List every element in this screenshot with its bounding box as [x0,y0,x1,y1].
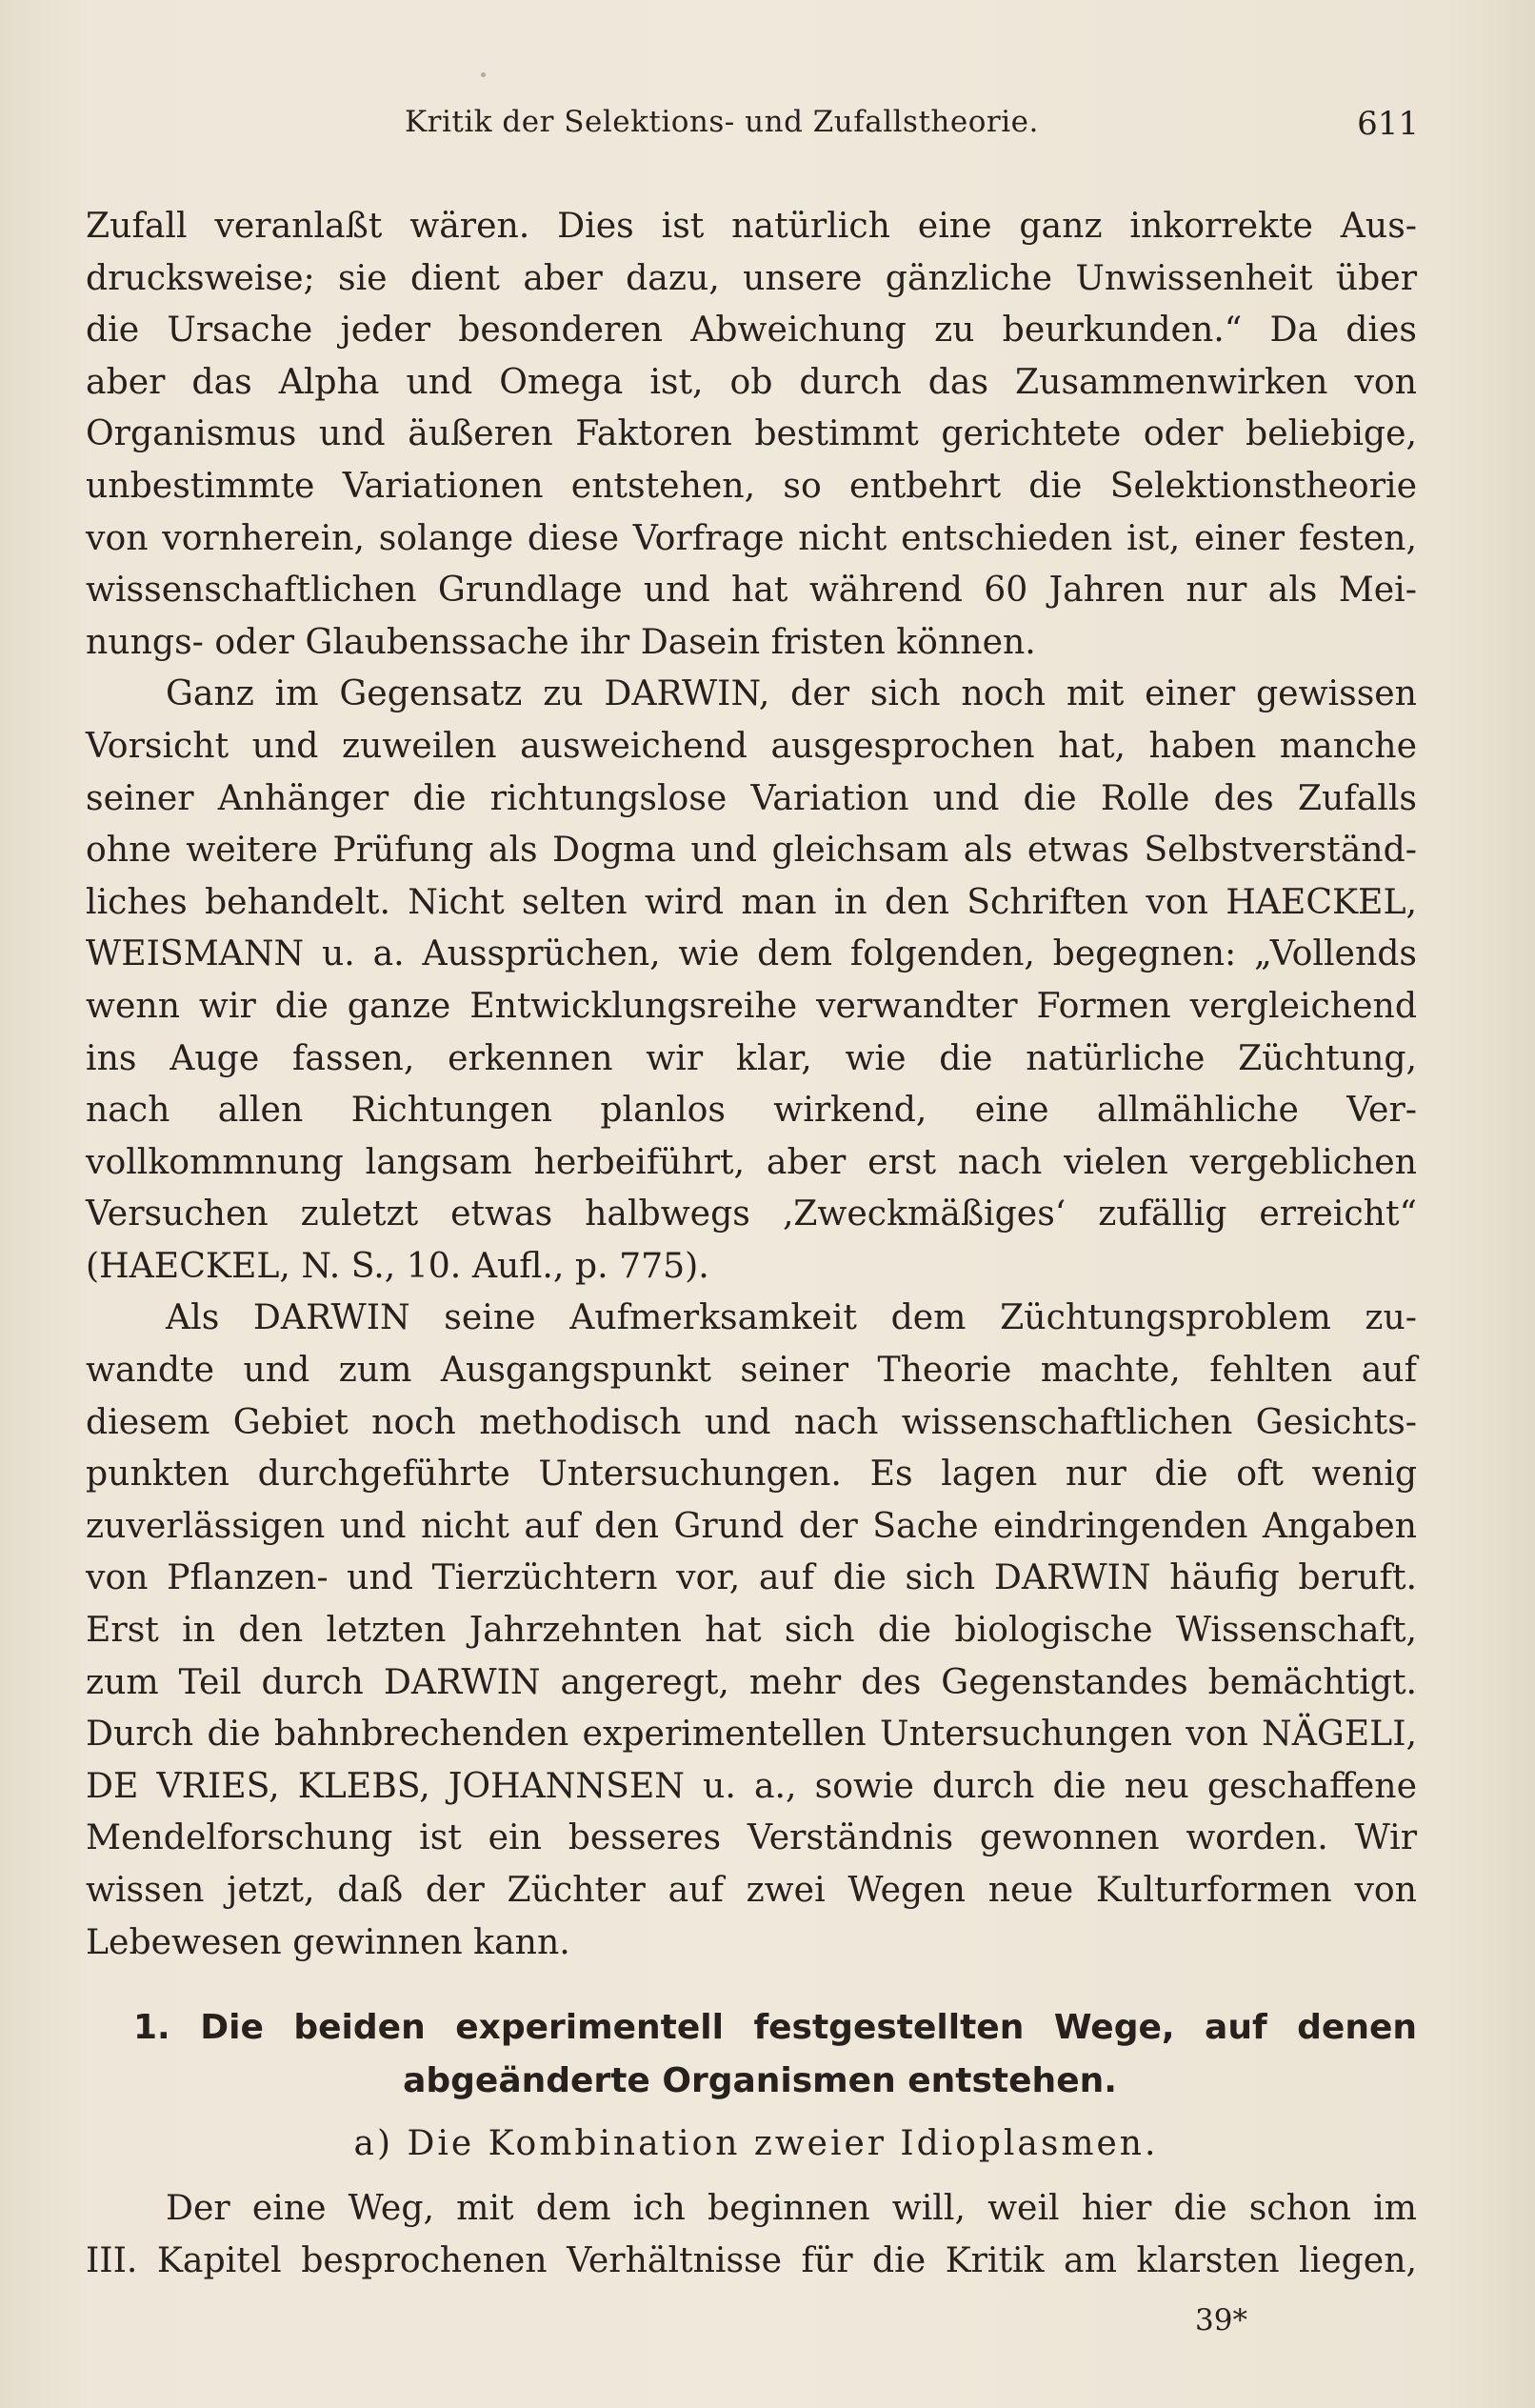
text-line: aber das Alpha und Omega ist, ob durch das Zusammenwirken von [86,360,1417,402]
text-line: ohne weitere Prüfung als Dogma und gleichsam als etwas Selbstverständ- [86,829,1417,871]
running-title: Kritik der Selektions- und Zufallstheorie. [405,105,1039,139]
section-text [86,2181,1417,2285]
body-text [86,200,1417,1968]
text-line: Erst in den letzten Jahrzehnten hat sich die biologische Wissenschaft, [86,1609,1417,1651]
text-line: Organismus und äußeren Faktoren bestimmt gerichtete oder beliebige, [86,412,1417,454]
text-line: zum Teil durch DARWIN angeregt, mehr des Gegenstandes bemächtigt. [86,1660,1417,1702]
paper-speck [481,72,486,77]
text-line: von Pflanzen- und Tierzüchtern vor, auf die sich DARWIN häufig beruft. [86,1556,1417,1598]
text-line: Lebewesen gewinnen kann. [86,1920,570,1962]
text-line: seiner Anhänger die richtungslose Variation und die Rolle des Zufalls [86,776,1417,818]
text-line: (HAECKEL, N. S., 10. Aufl., p. 775). [86,1244,709,1286]
text-line: Versuchen zuletzt etwas halbwegs ‚Zweckmäßiges‘ zufällig erreicht“ [86,1193,1417,1234]
section-heading-line-1: 1. Die beiden experimentell festgestellten Wege, auf denen [133,2008,1417,2047]
text-line: die Ursache jeder besonderen Abweichung zu beurkunden.“ Da dies [86,309,1417,351]
section-heading-line-2: abgeänderte Organismen entstehen. [403,2061,1117,2100]
text-line: Durch die bahnbrechenden experimentellen Untersuchungen von NÄGELI, [86,1713,1417,1755]
text-line: Als DARWIN seine Aufmerksamkeit dem Züchtungsproblem zu- [166,1296,1417,1338]
text-line: WEISMANN u. a. Aussprüchen, wie dem folgenden, begegnen: „Vollends [86,933,1417,974]
text-line: liches behandelt. Nicht selten wird man in den Schriften von HAECKEL, [86,880,1417,922]
text-line: wissen jetzt, daß der Züchter auf zwei Wegen neue Kulturformen von [86,1869,1417,1910]
text-line: ins Auge fassen, erkennen wir klar, wie die natürliche Züchtung, [86,1036,1417,1078]
text-line: unbestimmte Variationen entstehen, so entbehrt die Selektionstheorie [86,464,1417,506]
text-line: drucksweise; sie dient aber dazu, unsere gänzliche Unwissenheit über [86,256,1417,298]
text-line: vollkommnung langsam herbeiführt, aber erst nach vielen vergeblichen [86,1140,1417,1182]
text-line: wandte und zum Ausgangspunkt seiner Theorie machte, fehlten auf [86,1349,1417,1391]
text-line: wenn wir die ganze Entwicklungsreihe verwandter Formen vergleichend [86,984,1417,1026]
text-line: Ganz im Gegensatz zu DARWIN, der sich noch mit einer gewissen [166,672,1417,714]
signature-mark: 39* [1195,2303,1247,2338]
text-line: DE VRIES, KLEBS, JOHANNSEN u. a., sowie durch die neu geschaffene [86,1764,1417,1806]
text-line: wissenschaftlichen Grundlage und hat während 60 Jahren nur als Mei- [86,569,1417,611]
text-line: Vorsicht und zuweilen ausweichend ausgesprochen hat, haben manche [86,724,1417,766]
text-line: von vornherein, solange diese Vorfrage nicht entschieden ist, einer festen, [86,516,1417,558]
text-line: Zufall veranlaßt wären. Dies ist natürlich eine ganz inkorrekte Aus- [86,205,1417,246]
text-line: nach allen Richtungen planlos wirkend, eine allmähliche Ver- [86,1089,1417,1131]
text-line: Mendelforschung ist ein besseres Verständnis gewonnen worden. Wir [86,1816,1417,1858]
text-line: III. Kapitel besprochenen Verhältnisse für die Kritik am klarsten liegen, [86,2238,1417,2280]
text-line: diesem Gebiet noch methodisch und nach wissenschaftlichen Gesichts- [86,1400,1417,1442]
page-number: 611 [1357,105,1419,143]
text-line: punkten durchgeführte Untersuchungen. Es lagen nur die oft wenig [86,1453,1417,1495]
text-line: zuverlässigen und nicht auf den Grund der Sache eindringenden Angaben [86,1504,1417,1546]
text-line: Der eine Weg, mit dem ich beginnen will, weil hier die schon im [166,2187,1417,2228]
subsection-heading: a) Die Kombination zweier Idioplasmen. [353,2124,1159,2163]
text-line: nungs- oder Glaubenssache ihr Dasein fristen können. [86,620,1036,662]
running-head [86,105,1419,150]
